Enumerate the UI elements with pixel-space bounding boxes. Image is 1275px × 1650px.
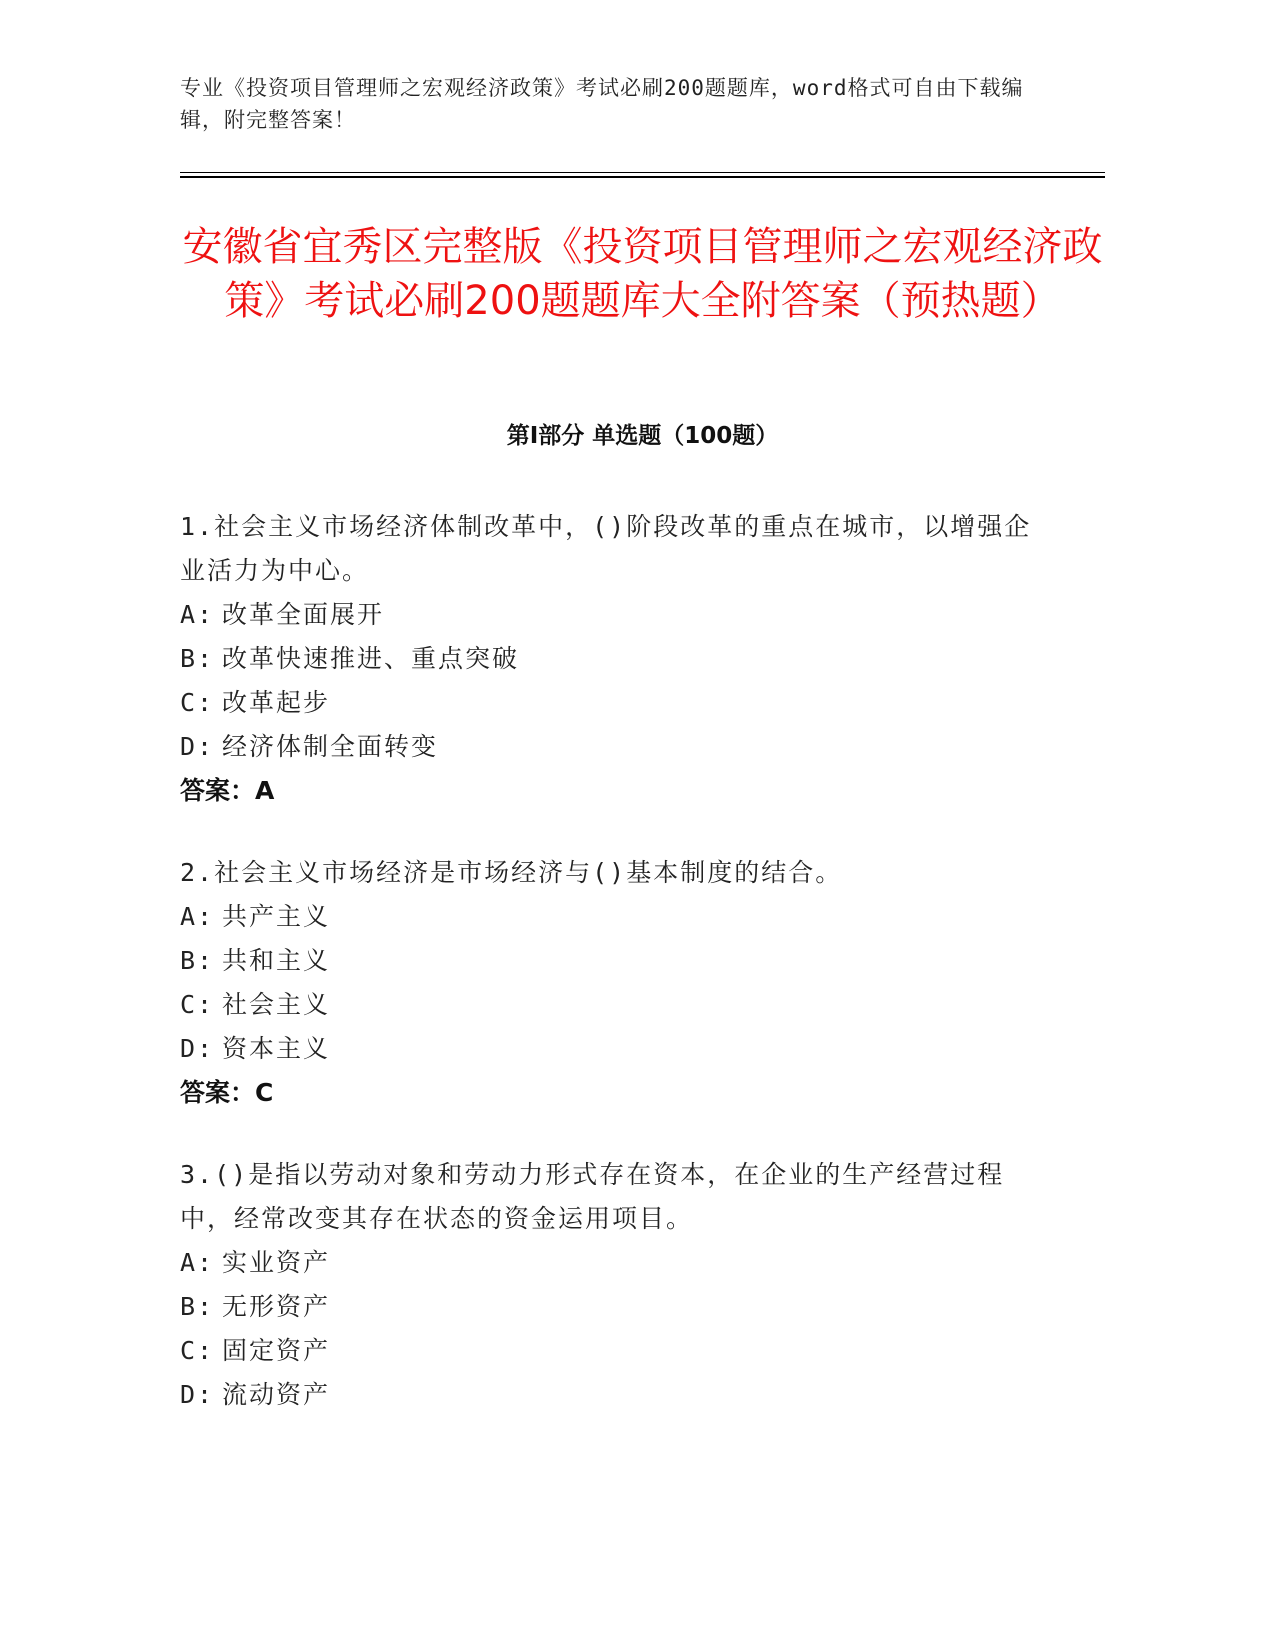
option-key: B: (180, 1292, 215, 1321)
document-title: 安徽省宜秀区完整版《投资项目管理师之宏观经济政策》考试必刷200题题库大全附答案（预热题） (182, 224, 1103, 324)
option-text: 改革快速推进、重点突破 (222, 644, 520, 673)
option-text: 无形资产 (222, 1292, 331, 1321)
option-key: D: (180, 732, 215, 761)
option-d (180, 1373, 1040, 1417)
option-b (180, 939, 1040, 983)
option-text: 社会主义 (222, 990, 331, 1019)
option-key: D: (180, 1380, 215, 1409)
header-divider-thin (180, 172, 1105, 173)
option-key: A: (180, 1248, 215, 1277)
option-b (180, 1285, 1040, 1329)
option-key: A: (180, 902, 215, 931)
option-text: 固定资产 (222, 1336, 331, 1365)
option-text: 实业资产 (222, 1248, 331, 1277)
option-key: C: (180, 688, 215, 717)
option-text: 改革全面展开 (222, 600, 385, 629)
option-text: 经济体制全面转变 (222, 732, 439, 761)
answer-line: 答案：A (180, 776, 275, 805)
option-key: A: (180, 600, 215, 629)
question-2 (180, 851, 1040, 1115)
option-text: 资本主义 (222, 1034, 331, 1063)
option-b (180, 637, 1040, 681)
option-a (180, 1241, 1040, 1285)
option-d (180, 725, 1040, 769)
section-heading: 第Ⅰ部分 单选题（100题） (506, 423, 779, 449)
question-list (180, 505, 1040, 1455)
option-key: B: (180, 946, 215, 975)
option-key: B: (180, 644, 215, 673)
option-text: 共和主义 (222, 946, 331, 975)
question-stem: 2.社会主义市场经济是市场经济与()基本制度的结合。 (180, 858, 843, 887)
question-stem: 3.()是指以劳动对象和劳动力形式存在资本，在企业的生产经营过程中，经常改变其存在状态的资金运用项目。 (180, 1160, 1005, 1233)
option-text: 流动资产 (222, 1380, 331, 1409)
question-stem: 1.社会主义市场经济体制改革中，()阶段改革的重点在城市，以增强企业活力为中心。 (180, 512, 1032, 585)
option-key: C: (180, 1336, 215, 1365)
option-text: 改革起步 (222, 688, 331, 717)
option-key: D: (180, 1034, 215, 1063)
question-3 (180, 1153, 1040, 1417)
question-1 (180, 505, 1040, 813)
option-a (180, 593, 1040, 637)
option-c (180, 681, 1040, 725)
option-text: 共产主义 (222, 902, 331, 931)
option-a (180, 895, 1040, 939)
option-d (180, 1027, 1040, 1071)
option-c (180, 1329, 1040, 1373)
option-c (180, 983, 1040, 1027)
header-note: 专业《投资项目管理师之宏观经济政策》考试必刷200题题库，word格式可自由下载编辑，附完整答案！ (180, 76, 1024, 132)
option-key: C: (180, 990, 215, 1019)
answer-line: 答案：C (180, 1078, 274, 1107)
header-divider-thick (180, 176, 1105, 178)
